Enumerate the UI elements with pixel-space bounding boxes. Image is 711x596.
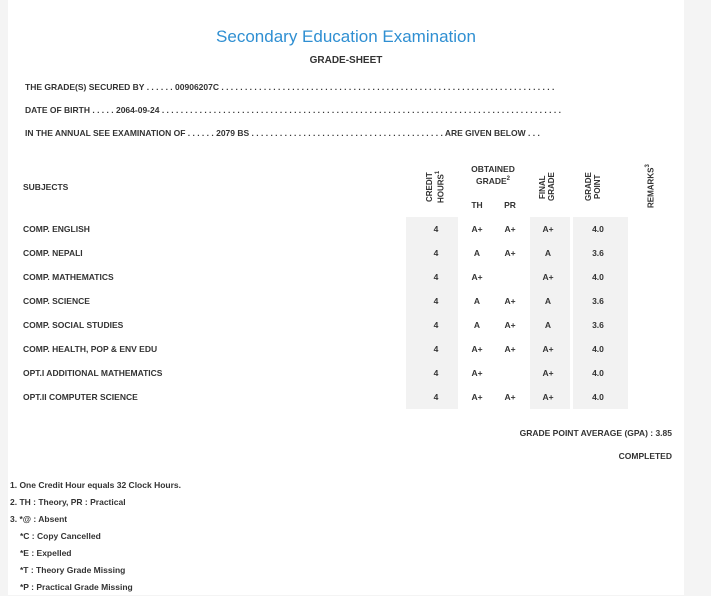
grade-point-cell: 4.0 — [592, 272, 604, 282]
practical-grade-cell — [496, 361, 524, 385]
credit-hours-cell: 4 — [433, 248, 439, 258]
grade-point-cell: 4.0 — [592, 344, 604, 354]
table-row — [8, 337, 684, 361]
subject-cell: COMP. HEALTH, POP & ENV EDU — [23, 344, 158, 354]
credit-hours-cell: 4 — [433, 224, 439, 234]
obtained-header: OBTAINED — [471, 164, 515, 174]
subject-cell: COMP. SCIENCE — [23, 296, 90, 306]
subject-cell: COMP. MATHEMATICS — [23, 272, 114, 282]
grade-point-cell: 4.0 — [592, 392, 604, 402]
subject-cell: COMP. ENGLISH — [23, 224, 90, 234]
result-status: COMPLETED — [618, 451, 672, 461]
secured-by-line: THE GRADE(S) SECURED BY . . . . . . 00906207C . . . . . . . . . . . . . . . . . . . . . . . . . . . . . . . . . . . . . . . . . . . . . . . . . . . . . . . . . . . . . . . . . . . . . . . — [25, 82, 555, 92]
footnote: *T : Theory Grade Missing — [20, 565, 126, 575]
theory-grade-cell: A — [473, 320, 481, 330]
credit-hours-cell: 4 — [433, 272, 439, 282]
remarks-cell — [632, 265, 672, 289]
theory-grade-cell: A+ — [471, 224, 483, 234]
footnote: *P : Practical Grade Missing — [20, 582, 133, 592]
credit-hours-cell: 4 — [433, 296, 439, 306]
gpa-summary: GRADE POINT AVERAGE (GPA) : 3.85 — [519, 428, 672, 438]
credit-hours-header: CREDIT HOURS$^1$ — [425, 170, 446, 204]
credit-hours-cell: 4 — [433, 320, 439, 330]
footnote: 2. TH : Theory, PR : Practical — [10, 497, 126, 507]
practical-grade-cell: A+ — [504, 344, 516, 354]
exam-year-line: IN THE ANNUAL SEE EXAMINATION OF . . . . . . 2079 BS . . . . . . . . . . . . . . . . . . . . . . . . . . . . . . . . . . . . . . . . . ARE GIVEN BELOW . . . — [25, 128, 540, 138]
final-grade-header: FINAL GRADE — [538, 172, 556, 202]
table-row — [8, 289, 684, 313]
grade-point-header: GRADE POINT — [584, 172, 602, 202]
subject-cell: COMP. NEPALI — [23, 248, 83, 258]
remarks-cell — [632, 361, 672, 385]
footnote: 1. One Credit Hour equals 32 Clock Hours. — [10, 480, 181, 490]
credit-hours-cell: 4 — [433, 344, 439, 354]
footnotes — [10, 477, 181, 596]
theory-grade-cell: A+ — [471, 272, 483, 282]
footnote: *E : Expelled — [20, 548, 72, 558]
subjects-header: SUBJECTS — [23, 182, 69, 192]
theory-grade-cell: A — [473, 248, 481, 258]
final-grade-cell: A — [544, 248, 552, 258]
practical-grade-cell: A+ — [504, 320, 516, 330]
table-row — [8, 313, 684, 337]
grade-point-cell: 3.6 — [592, 296, 604, 306]
final-grade-cell: A+ — [542, 392, 554, 402]
remarks-cell — [632, 385, 672, 409]
footnote: *C : Copy Cancelled — [20, 531, 101, 541]
footnote: 3. *@ : Absent — [10, 514, 68, 524]
final-grade-cell: A+ — [542, 344, 554, 354]
table-row — [8, 361, 684, 385]
subject-cell: COMP. SOCIAL STUDIES — [23, 320, 124, 330]
table-row — [8, 385, 684, 409]
final-grade-cell: A+ — [542, 224, 554, 234]
subject-cell: OPT.I ADDITIONAL MATHEMATICS — [23, 368, 163, 378]
page-subtitle: GRADE-SHEET — [309, 55, 383, 66]
remarks-cell — [632, 217, 672, 241]
practical-grade-cell — [496, 265, 524, 289]
page-title: Secondary Education Examination — [216, 27, 476, 46]
practical-grade-cell: A+ — [504, 248, 516, 258]
grade-header: GRADE$^2$ — [475, 176, 511, 186]
remarks-cell — [632, 313, 672, 337]
final-grade-cell: A — [544, 296, 552, 306]
table-row — [8, 265, 684, 289]
grade-point-cell: 4.0 — [592, 224, 604, 234]
final-grade-cell: A+ — [542, 272, 554, 282]
remarks-cell — [632, 337, 672, 361]
final-grade-cell: A — [544, 320, 552, 330]
grade-point-cell: 3.6 — [592, 248, 604, 258]
theory-grade-cell: A+ — [471, 368, 483, 378]
practical-grade-cell: A+ — [504, 224, 516, 234]
grade-point-cell: 3.6 — [592, 320, 604, 330]
practical-grade-cell: A+ — [504, 296, 516, 306]
pr-header: PR — [504, 200, 516, 210]
credit-hours-cell: 4 — [433, 368, 439, 378]
table-row — [8, 217, 684, 241]
date-of-birth-line: DATE OF BIRTH . . . . . 2064-09-24 . . . . . . . . . . . . . . . . . . . . . . . . . . . . . . . . . . . . . . . . . . . . . . . . . . . . . . . . . . . . . . . . . . . . . . . . . . . . . . . . . . . . . — [25, 105, 561, 115]
theory-grade-cell: A+ — [471, 344, 483, 354]
practical-grade-cell: A+ — [504, 392, 516, 402]
table-row — [8, 241, 684, 265]
credit-hours-cell: 4 — [433, 392, 439, 402]
grade-point-cell: 4.0 — [592, 368, 604, 378]
remarks-cell — [632, 241, 672, 265]
theory-grade-cell: A — [473, 296, 481, 306]
final-grade-cell: A+ — [542, 368, 554, 378]
remarks-cell — [632, 289, 672, 313]
th-header: TH — [471, 200, 483, 210]
remarks-header: REMARKS$^3$ — [645, 164, 656, 208]
theory-grade-cell: A+ — [471, 392, 483, 402]
subject-cell: OPT.II COMPUTER SCIENCE — [23, 392, 138, 402]
